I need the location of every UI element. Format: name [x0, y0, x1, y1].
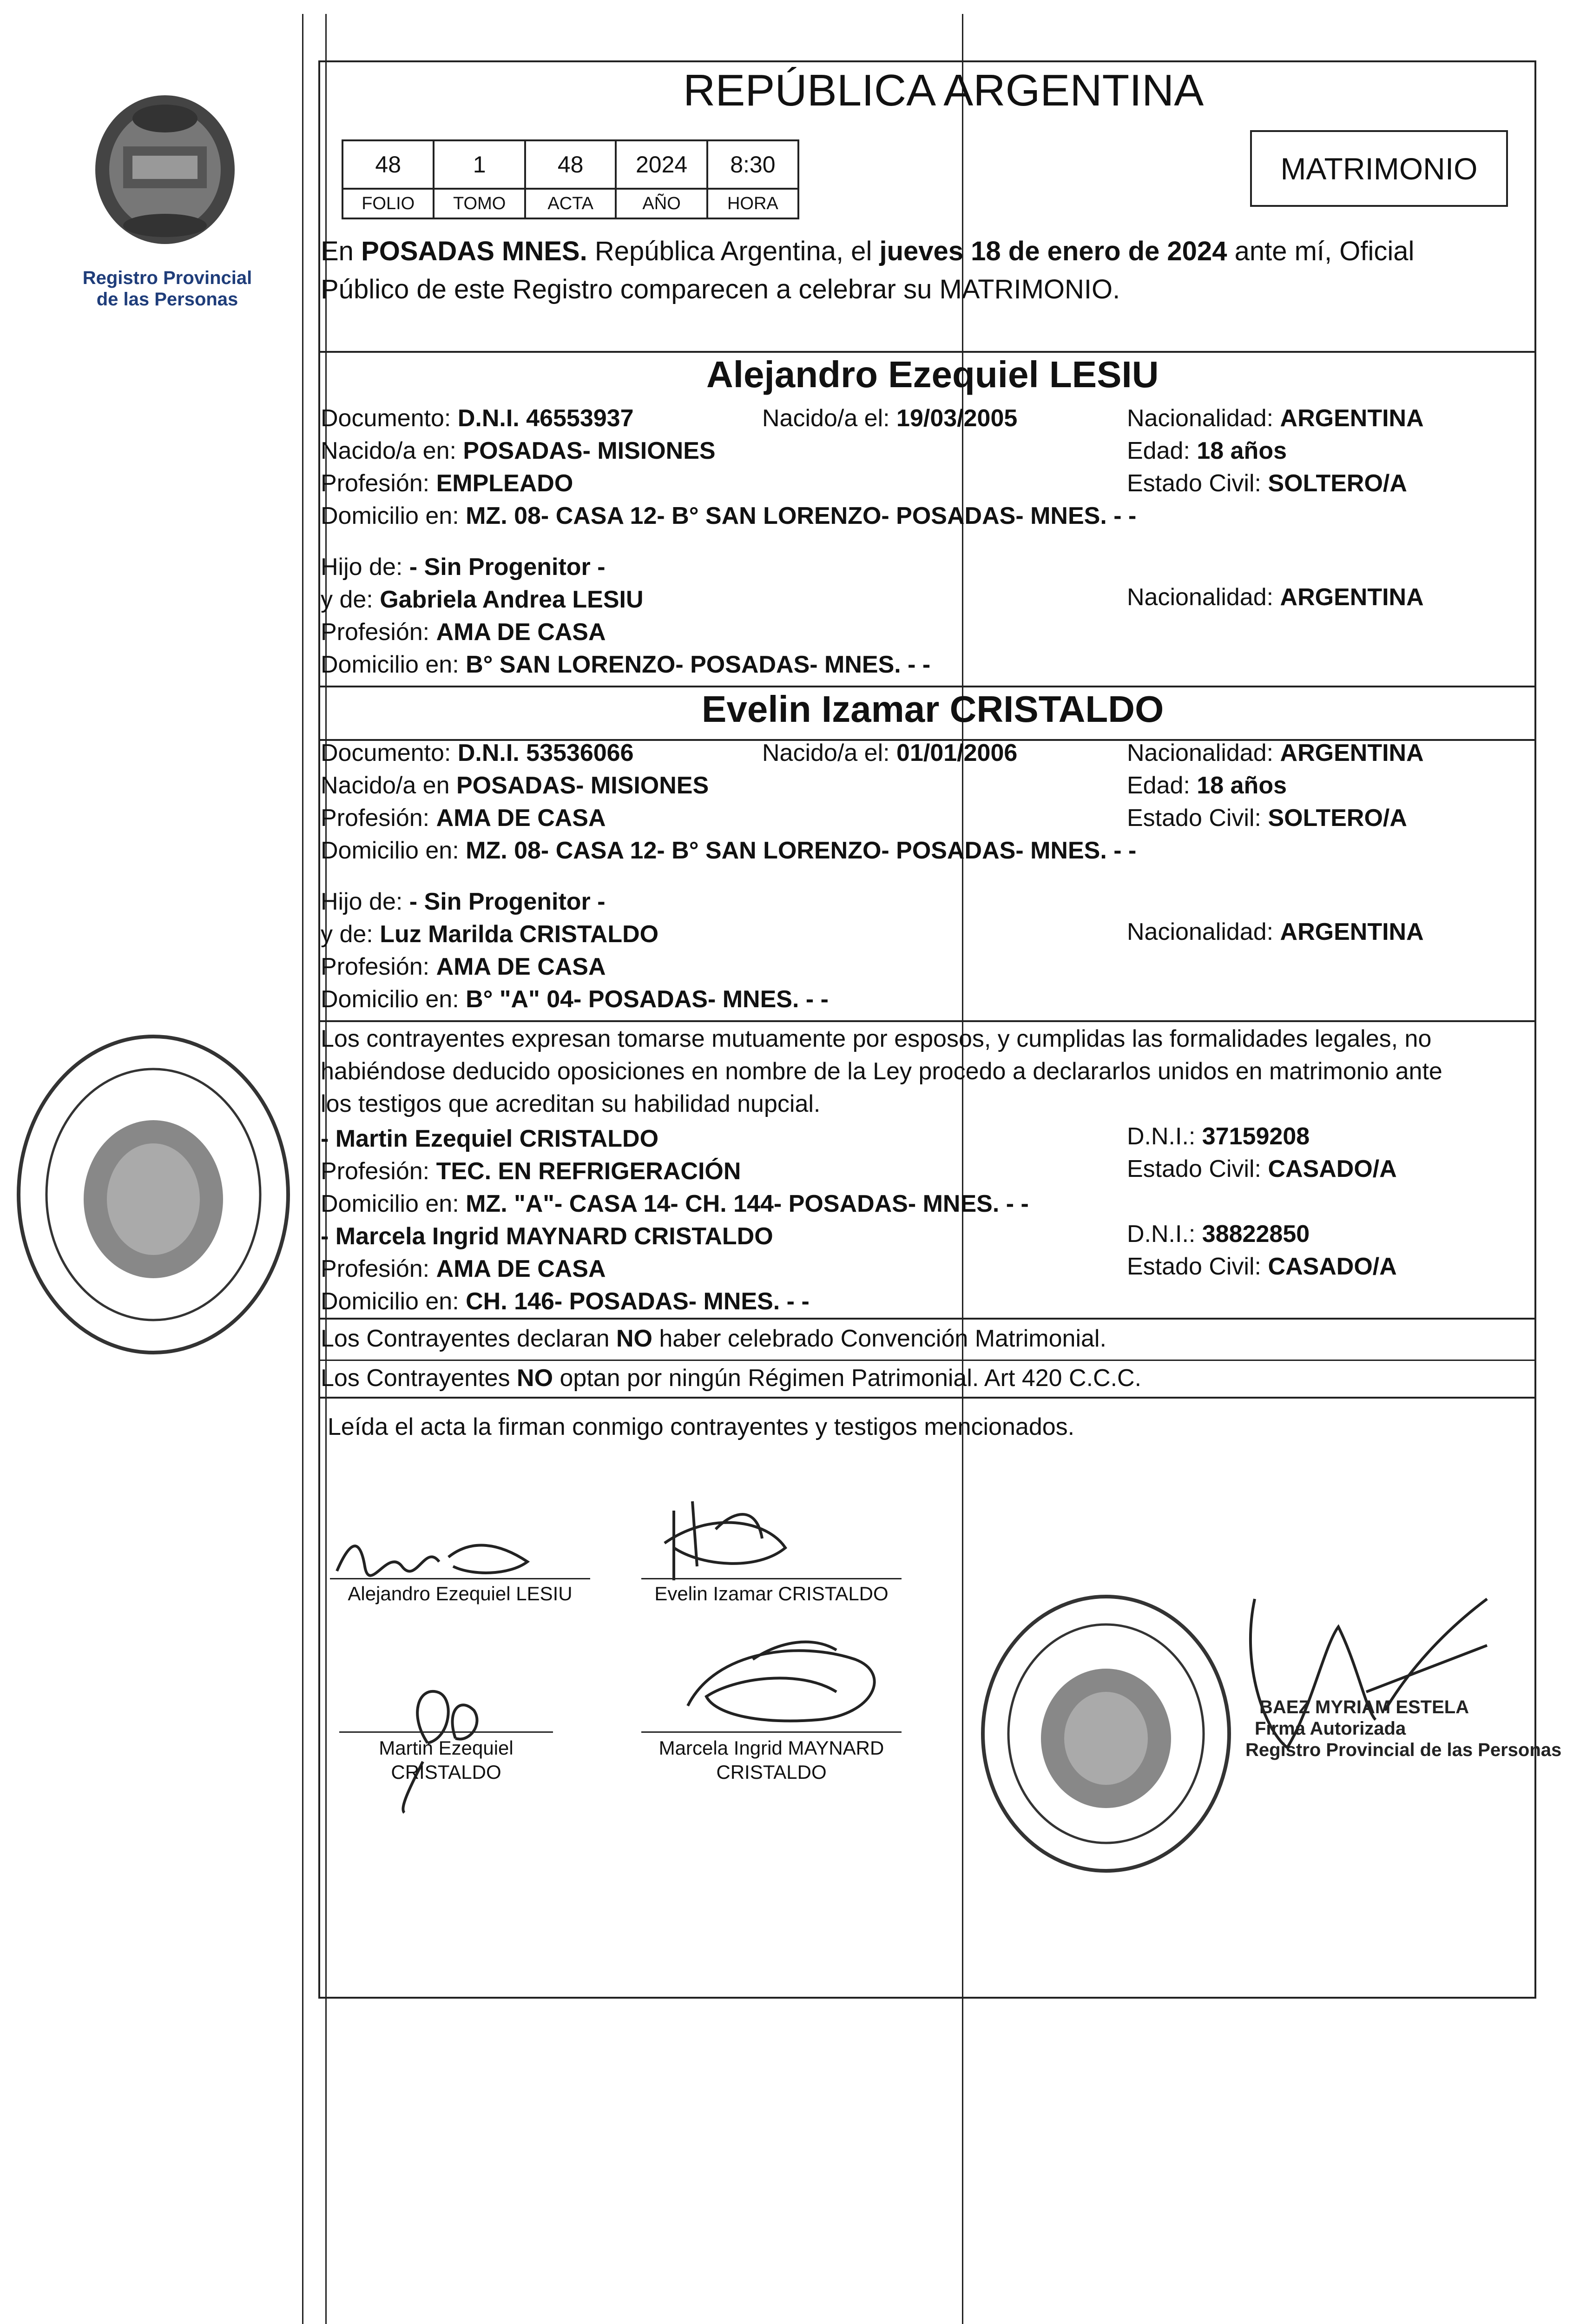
signature-marcela — [660, 1622, 902, 1743]
official-name: BAEZ MYRIAM ESTELA — [1259, 1697, 1469, 1717]
spouse2-parent-nationality: Nacionalidad: ARGENTINA — [1127, 918, 1424, 945]
intro-paragraph: En POSADAS MNES. República Argentina, el jueves 18 de enero de 2024 ante mí, Oficial Público de este Registro comparecen a celebrar su MATRIMONIO. — [321, 236, 1415, 304]
spouse1-parent1: Hijo de: - Sin Progenitor - — [321, 554, 606, 581]
spouse2-parent-address: Domicilio en: B° "A" 04- POSADAS- MNES. - - — [321, 986, 829, 1013]
witness2-name: - Marcela Ingrid MAYNARD CRISTALDO — [321, 1223, 773, 1250]
tomo-label: TOMO — [434, 189, 525, 218]
box-bottom — [318, 1997, 1536, 1999]
spouse2-parent2: y de: Luz Marilda CRISTALDO — [321, 921, 659, 948]
tomo-value: 1 — [434, 140, 525, 189]
margin-line-outer — [302, 14, 303, 2324]
signature-cristaldo — [646, 1492, 813, 1585]
spouse1-parent-address: Domicilio en: B° SAN LORENZO- POSADAS- MNES. - - — [321, 651, 931, 678]
signature-label-4: Marcela Ingrid MAYNARD CRISTALDO — [658, 1737, 884, 1783]
official-role: Firma Autorizada — [1255, 1718, 1406, 1739]
spouse1-nationality: Nacionalidad: ARGENTINA — [1127, 405, 1424, 432]
signature-label-2: Evelin Izamar CRISTALDO — [654, 1583, 889, 1604]
spouse1-name: Alejandro Ezequiel LESIU — [706, 354, 1159, 395]
witness2-civil-status: Estado Civil: CASADO/A — [1127, 1253, 1397, 1280]
stamp-left — [9, 1027, 297, 1362]
witness1-civil-status: Estado Civil: CASADO/A — [1127, 1155, 1397, 1182]
spouse2-address: Domicilio en: MZ. 08- CASA 12- B° SAN LORENZO- POSADAS- MNES. - - — [321, 837, 1137, 864]
page-title: REPÚBLICA ARGENTINA — [683, 66, 1204, 115]
acta-value: 48 — [525, 140, 616, 189]
spouse1-age: Edad: 18 años — [1127, 437, 1287, 464]
box-top — [318, 60, 1536, 62]
signature-line-3 — [339, 1731, 553, 1733]
spouse1-address: Domicilio en: MZ. 08- CASA 12- B° SAN LORENZO- POSADAS- MNES. - - — [321, 502, 1137, 529]
spouse1-doc: Documento: D.N.I. 46553937 — [321, 405, 634, 432]
spouse1-parent2: y de: Gabriela Andrea LESIU — [321, 586, 644, 613]
convention-line1: Los Contrayentes declaran NO haber celebrado Convención Matrimonial. — [321, 1325, 1106, 1352]
logo-caption: Registro Provincial de las Personas — [82, 268, 252, 310]
place: POSADAS MNES. — [361, 236, 587, 266]
spouse1-parent-profession: Profesión: AMA DE CASA — [321, 619, 606, 646]
logo — [91, 91, 239, 249]
registry-table — [342, 139, 799, 219]
spouse2-parent-profession: Profesión: AMA DE CASA — [321, 953, 606, 980]
spouse2-birthdate: Nacido/a el: 01/01/2006 — [762, 739, 1018, 766]
stamp-right — [976, 1590, 1236, 1878]
date: jueves 18 de enero de 2024 — [879, 236, 1227, 266]
sep-4 — [318, 1020, 1536, 1022]
spouse2-civil-status: Estado Civil: SOLTERO/A — [1127, 805, 1407, 832]
folio-label: FOLIO — [342, 189, 434, 218]
spouse1-birthplace: Nacido/a en: POSADAS- MISIONES — [321, 437, 716, 464]
year-label: AÑO — [616, 189, 707, 218]
time-value: 8:30 — [707, 140, 798, 189]
convention-sep — [318, 1360, 1536, 1361]
signature-label-1: Alejandro Ezequiel LESIU — [348, 1583, 573, 1604]
spouse1-parent-nationality: Nacionalidad: ARGENTINA — [1127, 584, 1424, 611]
spouse2-age: Edad: 18 años — [1127, 772, 1287, 799]
witness2-dni: D.N.I.: 38822850 — [1127, 1221, 1310, 1248]
spouse1-birthdate: Nacido/a el: 19/03/2005 — [762, 405, 1018, 432]
witness2-profession: Profesión: AMA DE CASA — [321, 1255, 606, 1282]
year-value: 2024 — [616, 140, 707, 189]
spouse2-profession: Profesión: AMA DE CASA — [321, 805, 606, 832]
spouse1-profession: Profesión: EMPLEADO — [321, 470, 573, 497]
convention-line2: Los Contrayentes NO optan por ningún Régimen Patrimonial. Art 420 C.C.C. — [321, 1365, 1142, 1392]
witness1-address: Domicilio en: MZ. "A"- CASA 14- CH. 144- POSADAS- MNES. - - — [321, 1190, 1029, 1217]
signature-label-3: Martin Ezequiel CRISTALDO — [379, 1737, 514, 1783]
signature-line-1 — [330, 1578, 590, 1579]
spouse2-name: Evelin Izamar CRISTALDO — [702, 688, 1164, 730]
official-block — [1245, 1697, 1561, 1761]
witness1-dni: D.N.I.: 37159208 — [1127, 1123, 1310, 1150]
official-office: Registro Provincial de las Personas — [1245, 1740, 1562, 1760]
sep-5 — [318, 1318, 1536, 1320]
witness1-profession: Profesión: TEC. EN REFRIGERACIÓN — [321, 1158, 741, 1185]
sep-1 — [318, 351, 1536, 353]
time-label: HORA — [707, 189, 798, 218]
sep-2 — [318, 686, 1536, 687]
sep-6 — [318, 1397, 1536, 1399]
spouse2-birthplace: Nacido/a en POSADAS- MISIONES — [321, 772, 709, 799]
witness1-name: - Martin Ezequiel CRISTALDO — [321, 1125, 659, 1152]
act-type-box — [1250, 130, 1508, 207]
spouse2-parent1: Hijo de: - Sin Progenitor - — [321, 888, 606, 915]
spouse1-civil-status: Estado Civil: SOLTERO/A — [1127, 470, 1407, 497]
signature-lesiu — [332, 1529, 546, 1585]
spouse2-doc: Documento: D.N.I. 53536066 — [321, 739, 634, 766]
act-type: MATRIMONIO — [1280, 151, 1478, 186]
acta-label: ACTA — [525, 189, 616, 218]
spouse2-nationality: Nacionalidad: ARGENTINA — [1127, 739, 1424, 766]
witness2-address: Domicilio en: CH. 146- POSADAS- MNES. - - — [321, 1288, 810, 1315]
folio-value: 48 — [342, 140, 434, 189]
provincial-crest-icon — [91, 91, 239, 249]
declaration: Los contrayentes expresan tomarse mutuamente por esposos, y cumplidas las formalidades legales, no habiéndose deducido oposiciones en nombre de la Ley procedo a declararlos unidos en matrimonio ante los testigos que acreditan su habilidad nupcial. — [321, 1025, 1442, 1117]
signature-line-4 — [641, 1731, 902, 1733]
signature-line-2 — [641, 1578, 902, 1579]
closing-text: Leída el acta la firman conmigo contrayentes y testigos mencionados. — [328, 1413, 1075, 1440]
